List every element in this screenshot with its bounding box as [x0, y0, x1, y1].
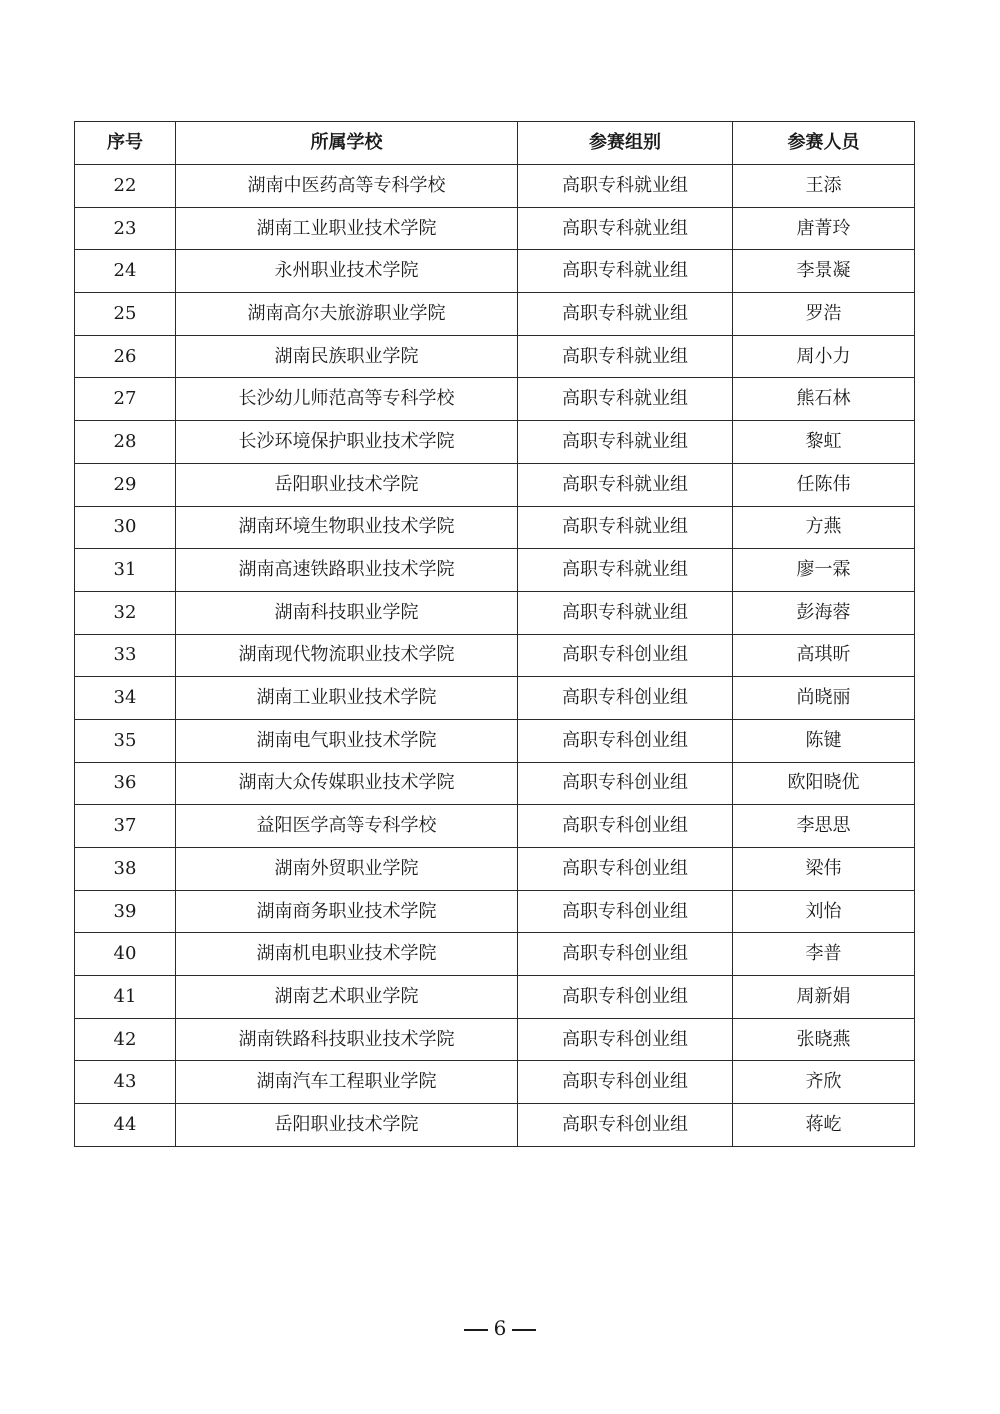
table-row	[75, 207, 915, 250]
cell-no: 32	[75, 591, 176, 634]
cell-school: 长沙环境保护职业技术学院	[176, 421, 518, 464]
cell-person: 黎虹	[733, 421, 915, 464]
cell-person: 刘怡	[733, 890, 915, 933]
cell-group: 高职专科就业组	[518, 549, 733, 592]
cell-no: 38	[75, 848, 176, 891]
cell-person: 欧阳晓优	[733, 762, 915, 805]
cell-no: 29	[75, 463, 176, 506]
cell-group: 高职专科创业组	[518, 762, 733, 805]
cell-group: 高职专科就业组	[518, 463, 733, 506]
table-row	[75, 890, 915, 933]
cell-group: 高职专科就业组	[518, 250, 733, 293]
table-row	[75, 335, 915, 378]
cell-person: 彭海蓉	[733, 591, 915, 634]
table-row	[75, 1061, 915, 1104]
cell-school: 湖南铁路科技职业技术学院	[176, 1018, 518, 1061]
cell-school: 湖南电气职业技术学院	[176, 719, 518, 762]
header-cell-group: 参赛组别	[518, 122, 733, 165]
cell-no: 24	[75, 250, 176, 293]
cell-school: 湖南中医药高等专科学校	[176, 165, 518, 208]
roster-table	[74, 121, 915, 1147]
table-row	[75, 591, 915, 634]
cell-person: 梁伟	[733, 848, 915, 891]
page-footer	[0, 1316, 1000, 1340]
cell-person: 罗浩	[733, 293, 915, 336]
cell-person: 李普	[733, 933, 915, 976]
header-cell-no: 序号	[75, 122, 176, 165]
cell-person: 周新娟	[733, 976, 915, 1019]
cell-person: 蒋屹	[733, 1104, 915, 1147]
cell-school: 湖南科技职业学院	[176, 591, 518, 634]
cell-group: 高职专科就业组	[518, 335, 733, 378]
header-row	[75, 122, 915, 165]
table-row	[75, 378, 915, 421]
cell-group: 高职专科就业组	[518, 506, 733, 549]
table-row	[75, 549, 915, 592]
table-row	[75, 506, 915, 549]
table-row	[75, 293, 915, 336]
cell-no: 23	[75, 207, 176, 250]
cell-no: 27	[75, 378, 176, 421]
cell-no: 37	[75, 805, 176, 848]
cell-school: 湖南商务职业技术学院	[176, 890, 518, 933]
cell-group: 高职专科创业组	[518, 677, 733, 720]
cell-school: 长沙幼儿师范高等专科学校	[176, 378, 518, 421]
cell-no: 42	[75, 1018, 176, 1061]
table-row	[75, 634, 915, 677]
cell-no: 40	[75, 933, 176, 976]
cell-person: 李思思	[733, 805, 915, 848]
cell-school: 湖南高尔夫旅游职业学院	[176, 293, 518, 336]
table-row	[75, 805, 915, 848]
cell-person: 王添	[733, 165, 915, 208]
cell-no: 35	[75, 719, 176, 762]
cell-no: 43	[75, 1061, 176, 1104]
dash-right	[512, 1329, 536, 1331]
table-body	[75, 165, 915, 1147]
cell-school: 湖南外贸职业学院	[176, 848, 518, 891]
table-row	[75, 1018, 915, 1061]
cell-no: 28	[75, 421, 176, 464]
cell-school: 湖南大众传媒职业技术学院	[176, 762, 518, 805]
cell-school: 岳阳职业技术学院	[176, 463, 518, 506]
cell-no: 25	[75, 293, 176, 336]
cell-group: 高职专科创业组	[518, 848, 733, 891]
table-row	[75, 976, 915, 1019]
table-header	[75, 122, 915, 165]
cell-group: 高职专科创业组	[518, 933, 733, 976]
cell-group: 高职专科创业组	[518, 805, 733, 848]
cell-no: 41	[75, 976, 176, 1019]
cell-school: 湖南工业职业技术学院	[176, 207, 518, 250]
cell-no: 30	[75, 506, 176, 549]
header-cell-school: 所属学校	[176, 122, 518, 165]
cell-person: 任陈伟	[733, 463, 915, 506]
cell-school: 益阳医学高等专科学校	[176, 805, 518, 848]
cell-school: 岳阳职业技术学院	[176, 1104, 518, 1147]
cell-school: 永州职业技术学院	[176, 250, 518, 293]
table-row	[75, 677, 915, 720]
cell-group: 高职专科就业组	[518, 591, 733, 634]
cell-person: 周小力	[733, 335, 915, 378]
cell-school: 湖南艺术职业学院	[176, 976, 518, 1019]
header-cell-person: 参赛人员	[733, 122, 915, 165]
cell-group: 高职专科创业组	[518, 719, 733, 762]
cell-no: 36	[75, 762, 176, 805]
cell-person: 廖一霖	[733, 549, 915, 592]
cell-person: 齐欣	[733, 1061, 915, 1104]
cell-person: 高琪昕	[733, 634, 915, 677]
cell-no: 26	[75, 335, 176, 378]
cell-group: 高职专科创业组	[518, 634, 733, 677]
cell-group: 高职专科就业组	[518, 293, 733, 336]
cell-no: 31	[75, 549, 176, 592]
cell-group: 高职专科创业组	[518, 1018, 733, 1061]
table-row	[75, 165, 915, 208]
table-row	[75, 848, 915, 891]
cell-person: 张晓燕	[733, 1018, 915, 1061]
cell-school: 湖南环境生物职业技术学院	[176, 506, 518, 549]
dash-left	[464, 1329, 488, 1331]
table-row	[75, 762, 915, 805]
cell-no: 44	[75, 1104, 176, 1147]
table-row	[75, 250, 915, 293]
cell-person: 陈键	[733, 719, 915, 762]
cell-person: 尚晓丽	[733, 677, 915, 720]
cell-group: 高职专科创业组	[518, 1104, 733, 1147]
table-row	[75, 1104, 915, 1147]
cell-group: 高职专科创业组	[518, 890, 733, 933]
table-row	[75, 719, 915, 762]
cell-group: 高职专科就业组	[518, 207, 733, 250]
cell-school: 湖南民族职业学院	[176, 335, 518, 378]
cell-group: 高职专科就业组	[518, 165, 733, 208]
page-number: 6	[493, 1316, 507, 1340]
cell-school: 湖南工业职业技术学院	[176, 677, 518, 720]
table-row	[75, 933, 915, 976]
cell-person: 方燕	[733, 506, 915, 549]
cell-school: 湖南高速铁路职业技术学院	[176, 549, 518, 592]
cell-person: 唐菁玲	[733, 207, 915, 250]
cell-group: 高职专科就业组	[518, 378, 733, 421]
cell-no: 39	[75, 890, 176, 933]
cell-group: 高职专科就业组	[518, 421, 733, 464]
table-row	[75, 463, 915, 506]
cell-no: 34	[75, 677, 176, 720]
cell-group: 高职专科创业组	[518, 1061, 733, 1104]
cell-school: 湖南机电职业技术学院	[176, 933, 518, 976]
cell-person: 李景凝	[733, 250, 915, 293]
cell-person: 熊石林	[733, 378, 915, 421]
cell-school: 湖南汽车工程职业学院	[176, 1061, 518, 1104]
cell-no: 22	[75, 165, 176, 208]
cell-school: 湖南现代物流职业技术学院	[176, 634, 518, 677]
cell-group: 高职专科创业组	[518, 976, 733, 1019]
cell-no: 33	[75, 634, 176, 677]
table-row	[75, 421, 915, 464]
